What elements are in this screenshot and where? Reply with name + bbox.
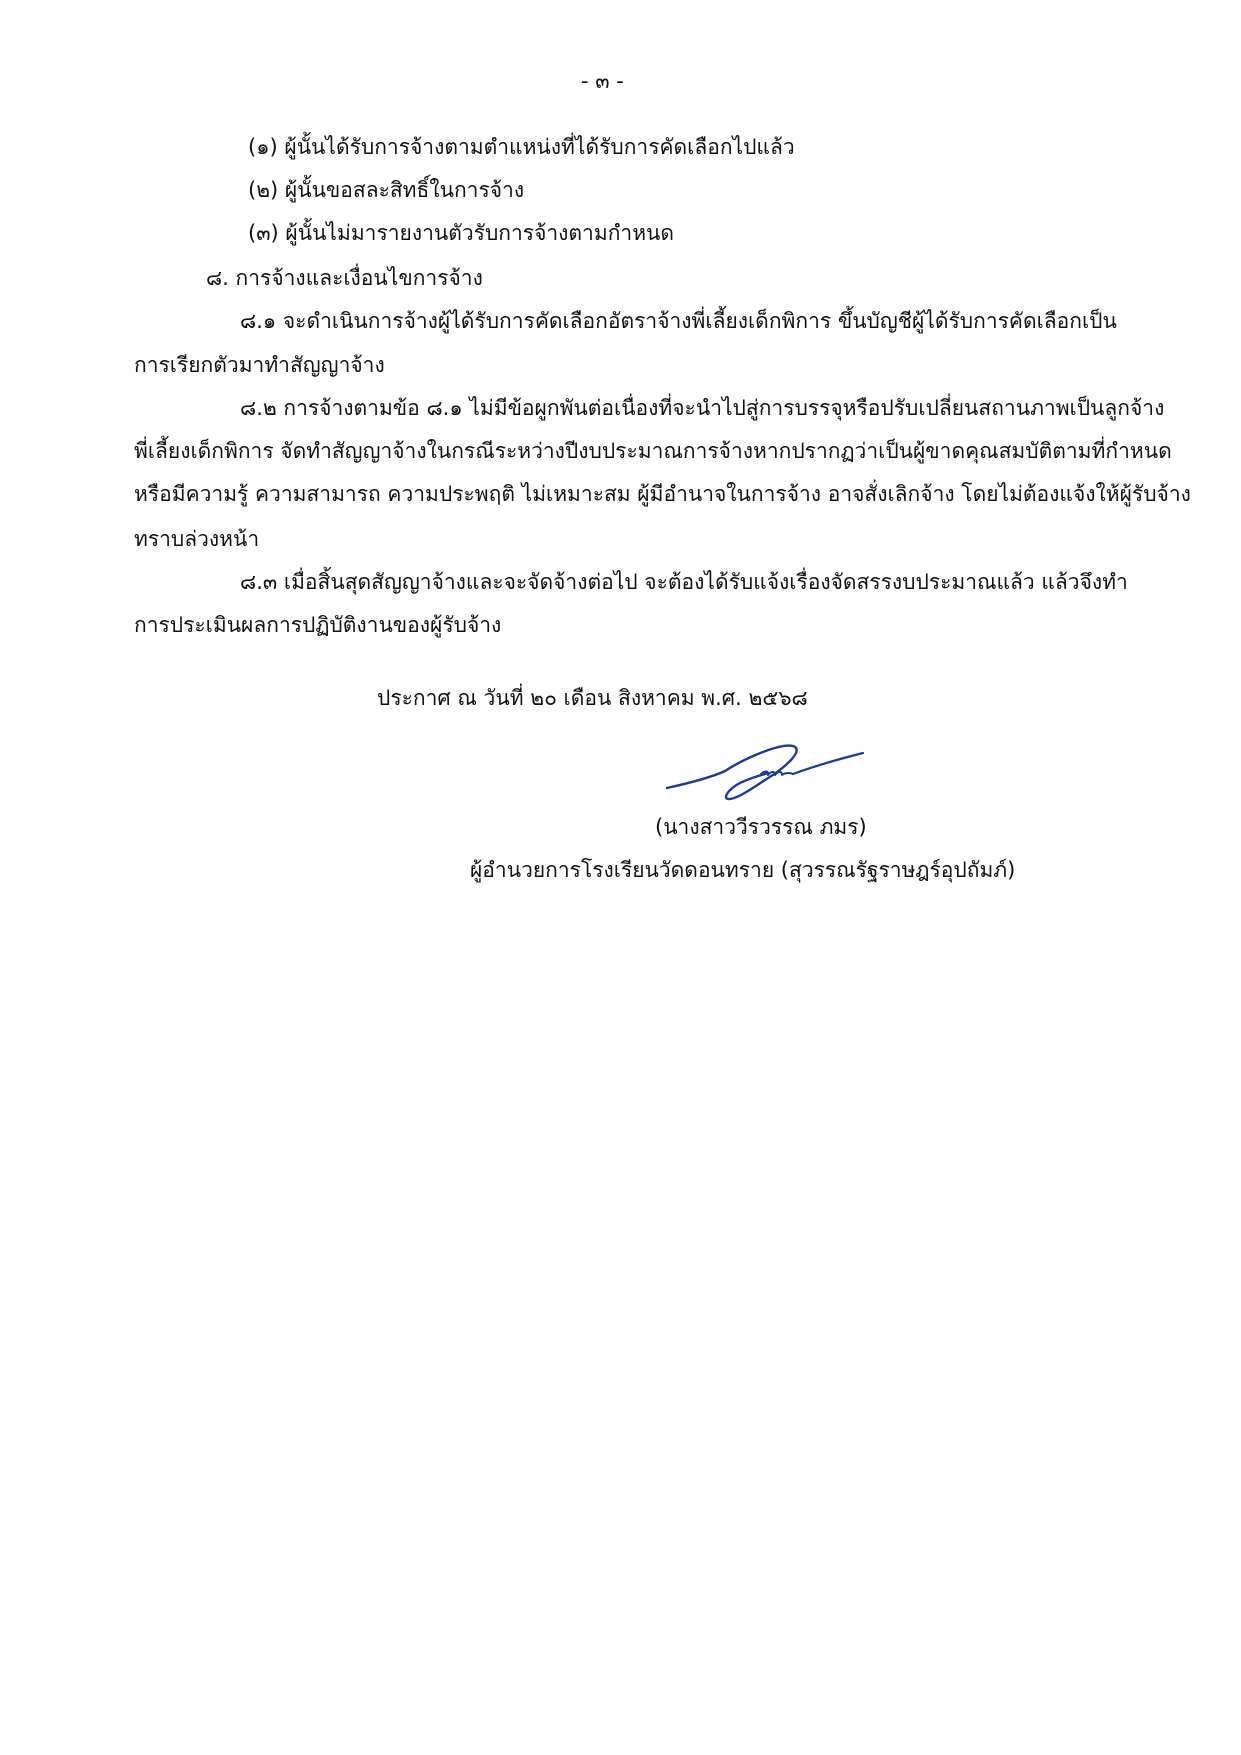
paragraph-8-1-line-1: ๘.๑ จะดำเนินการจ้างผู้ได้รับการคัดเลือกอัตราจ้างพี่เลี้ยงเด็กพิการ ขึ้นบัญชีผู้ได้รับการคัดเลือกเป็น <box>240 309 1117 333</box>
page-number: - ๓ - <box>581 69 624 93</box>
handwritten-signature <box>665 738 865 808</box>
section-8-heading: ๘. การจ้างและเงื่อนไขการจ้าง <box>206 266 483 290</box>
paragraph-8-3-line-2: การประเมินผลการปฏิบัติงานของผู้รับจ้าง <box>134 613 502 637</box>
item-3: (๓) ผู้นั้นไม่มารายงานตัวรับการจ้างตามกำหนด <box>248 221 675 245</box>
paragraph-8-2-line-3: หรือมีความรู้ ความสามารถ ความประพฤติ ไม่เหมาะสม ผู้มีอำนาจในการจ้าง อาจสั่งเลิกจ้าง โดยไม่ต้องแจ้งให้ผู้รับจ้าง <box>134 482 1191 506</box>
announcement-date: ประกาศ ณ วันที่ ๒๐ เดือน สิงหาคม พ.ศ. ๒๕๖๘ <box>377 686 808 710</box>
signer-name: (นางสาววีรวรรณ ภมร) <box>655 815 867 839</box>
paragraph-8-3-line-1: ๘.๓ เมื่อสิ้นสุดสัญญาจ้างและจะจัดจ้างต่อไป จะต้องได้รับแจ้งเรื่องจัดสรรงบประมาณแล้ว แล้วจึงทำ <box>240 570 1128 594</box>
signer-title: ผู้อำนวยการโรงเรียนวัดดอนทราย (สุวรรณรัฐราษฎร์อุปถัมภ์) <box>470 858 1016 882</box>
paragraph-8-2-line-1: ๘.๒ การจ้างตามข้อ ๘.๑ ไม่มีข้อผูกพันต่อเนื่องที่จะนำไปสู่การบรรจุหรือปรับเปลี่ยนสถานภาพเป็นลูกจ้าง <box>240 396 1165 420</box>
paragraph-8-1-line-2: การเรียกตัวมาทำสัญญาจ้าง <box>134 353 385 377</box>
item-1: (๑) ผู้นั้นได้รับการจ้างตามตำแหน่งที่ได้รับการคัดเลือกไปแล้ว <box>248 135 795 159</box>
paragraph-8-2-line-2: พี่เลี้ยงเด็กพิการ จัดทำสัญญาจ้างในกรณีระหว่างปีงบประมาณการจ้างหากปรากฏว่าเป็นผู้ขาดคุณสมบัติตามที่กำหนด <box>134 439 1172 463</box>
paragraph-8-2-line-4: ทราบล่วงหน้า <box>134 527 260 551</box>
item-2: (๒) ผู้นั้นขอสละสิทธิ์ในการจ้าง <box>248 178 525 202</box>
